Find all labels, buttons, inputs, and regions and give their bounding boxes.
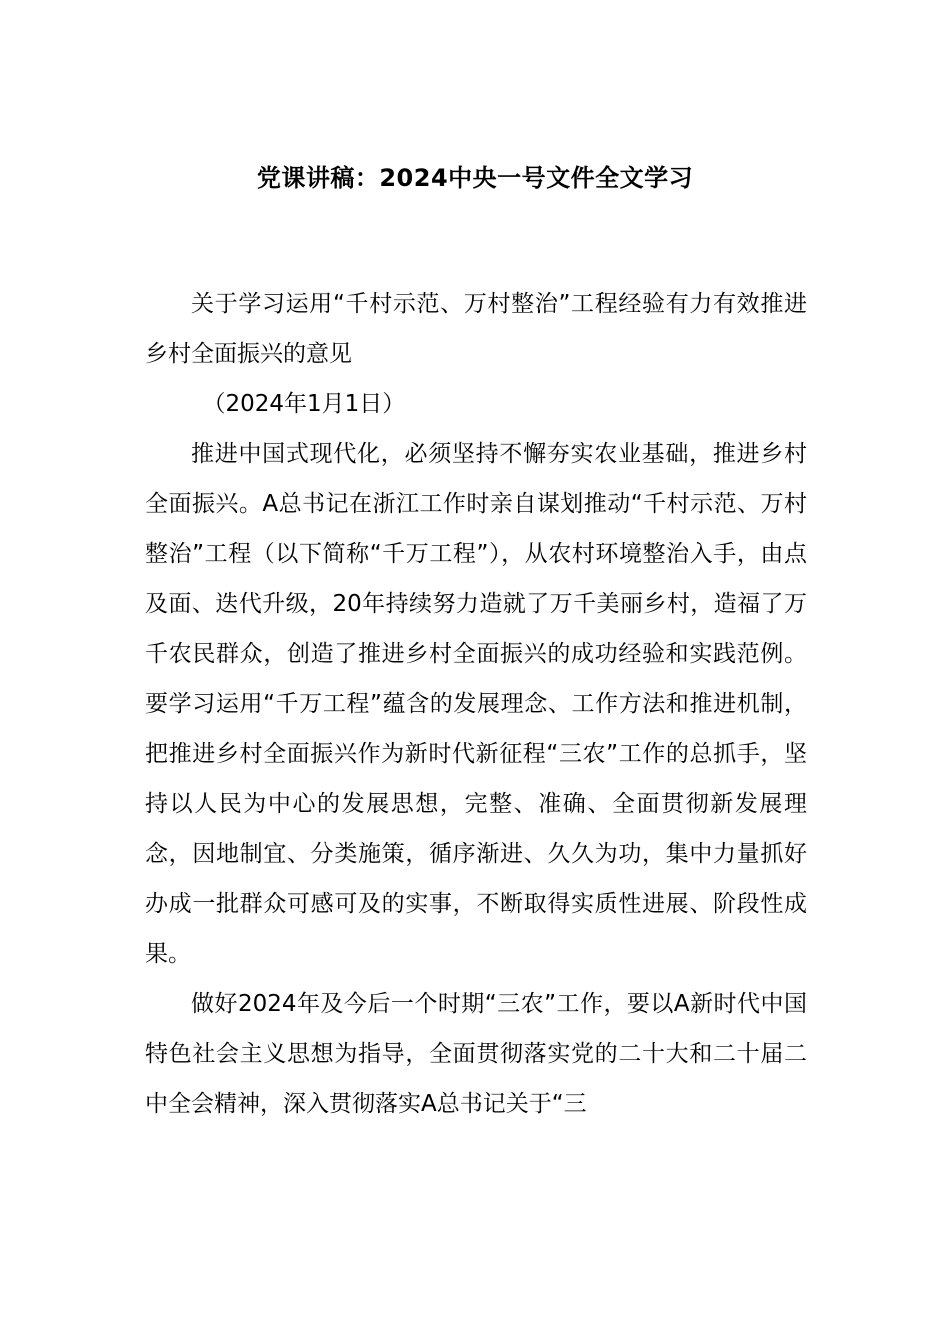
paragraph-2: 做好2024年及今后一个时期“三农”工作，要以A新时代中国特色社会主义思想为指导，全面贯彻落实党的二十大和二十届二中全会精神，深入贯彻落实A总书记关于“三 — [145, 991, 807, 1117]
document-date: （2024年1月1日） — [202, 391, 406, 417]
document-subtitle: 关于学习运用“千村示范、万村整治”工程经验有力有效推进乡村全面振兴的意见 — [145, 291, 807, 367]
paragraph-1: 推进中国式现代化，必须坚持不懈夯实农业基础，推进乡村全面振兴。A总书记在浙江工作时亲自谋划推动“千村示范、万村整治”工程（以下简称“千万工程”），从农村环境整治入手，由点及面、迭代升级，20年持续努力造就了万千美丽乡村，造福了万千农民群众，创造了推进乡村全面振兴的成功经验和实践范例。要学习运用“千万工程”蕴含的发展理念、工作方法和推进机制，把推进乡村全面振兴作为新时代新征程“三农”工作的总抓手，坚持以人民为中心的发展思想，完整、准确、全面贯彻新发展理念，因地制宜、分类施策，循序渐进、久久为功，集中力量抓好办成一批群众可感可及的实事，不断取得实质性进展、阶段性成果。 — [145, 441, 807, 967]
document-body — [145, 279, 807, 1129]
document-title: 党课讲稿：2024中央一号文件全文学习 — [256, 164, 694, 192]
